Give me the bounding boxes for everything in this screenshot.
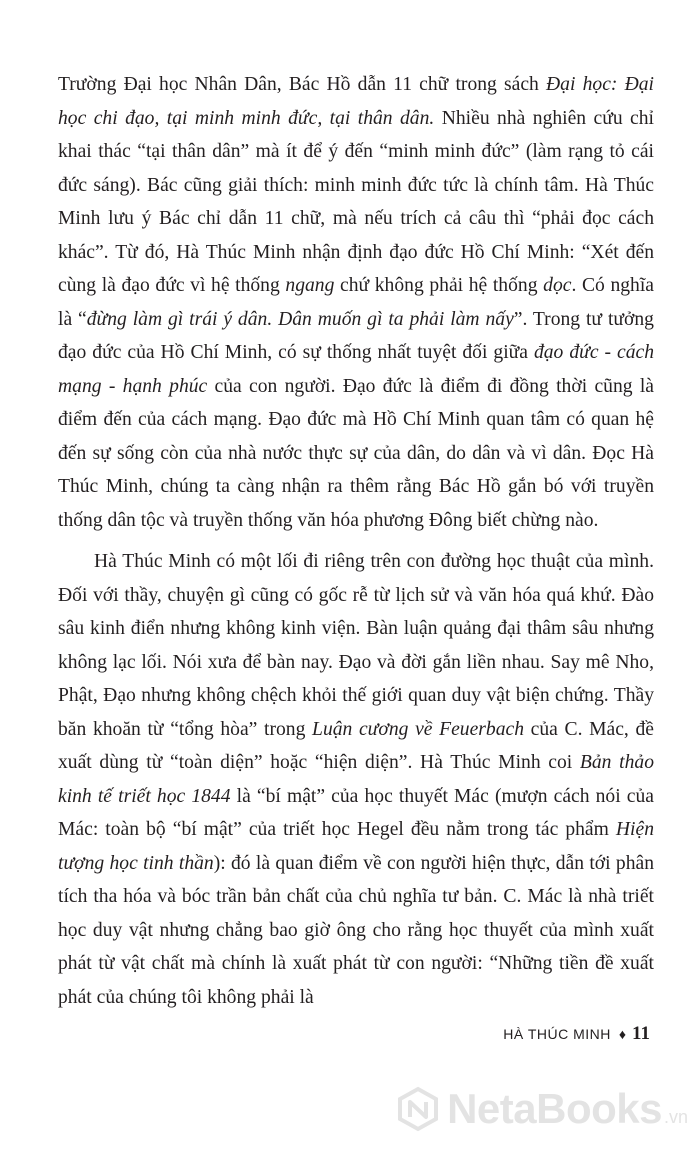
paragraph-1 — [58, 68, 654, 537]
p2-italic-2: Bản thảo kinh tế triết học 1844 — [58, 752, 654, 807]
p1-italic-1: Đại học: Đại học chi đạo, tại minh minh đức, tại thân dân. — [58, 74, 654, 129]
paragraph-spacer — [58, 537, 654, 545]
p2-italic-3: Hiện tượng học tinh thần — [58, 819, 654, 874]
p1-text-3: chứ không phải hệ thống — [334, 275, 544, 296]
p1-italic-4: đừng làm gì trái ý dân. Dân muốn gì ta phải làm nấy — [86, 308, 514, 330]
diamond-icon: ♦ — [618, 1026, 627, 1042]
paragraph-2 — [58, 545, 654, 1014]
page-body — [58, 68, 654, 1014]
watermark-tld: .vn — [663, 1107, 688, 1127]
p1-text-1: Trường Đại học Nhân Dân, Bác Hồ dẫn 11 chữ trong sách — [58, 74, 547, 95]
p2-text-3: là “bí mật” của học thuyết Mác (mượn cách nói của Mác: toàn bộ “bí mật” của triết học Hegel đều nằm trong tác phẩm — [58, 785, 654, 840]
p1-italic-3: dọc — [543, 275, 572, 296]
p1-italic-2: ngang — [285, 275, 335, 296]
p1-text-2: Nhiều nhà nghiên cứu chỉ khai thác “tại thân dân” mà ít để ý đến “minh minh đức” (làm rạng tỏ cái đức sáng). Bác cũng giải thích: minh minh đức tức là chính tâm. Hà Thúc Minh lưu ý Bác chỉ dẫn 11 chữ, mà nếu trích cả câu thì “phải đọc cách khác”. Từ đó, Hà Thúc Minh nhận định đạo đức Hồ Chí Minh: “Xét đến cùng là đạo đức vì hệ thống — [58, 107, 654, 296]
p1-text-6: của con người. Đạo đức là điểm đi đồng thời cũng là điểm đến của cách mạng. Đạo đức mà Hồ Chí Minh quan tâm có quan hệ đến sự sống còn của nhà nước thực sự của dân, do dân và vì dân. Đọc Hà Thúc Minh, chúng ta càng nhận ra thêm rằng Bác Hồ gắn bó với truyền thống dân tộc và truyền thống văn hóa phương Đông biết chừng nào. — [58, 375, 654, 531]
watermark-brand: NetaBooks — [447, 1085, 662, 1132]
p2-italic-1: Luận cương về Feuerbach — [312, 718, 524, 740]
p2-text-4: ): đó là quan điểm về con người hiện thực, dẫn tới phân tích tha hóa và bóc trần bản chất của chủ nghĩa tư bản. C. Mác là nhà triết học duy vật nhưng chẳng bao giờ ông cho rằng học thuyết của mình xuất phát từ vật chất mà chính là xuất phát từ con người: “Những tiền đề xuất phát của chúng tôi không phải là — [58, 852, 654, 1008]
page-footer — [503, 1023, 650, 1045]
p2-text-2: của C. Mác, đề xuất dùng từ “toàn diện” hoặc “hiện diện”. Hà Thúc Minh coi — [58, 718, 654, 773]
p1-text-4: . Có nghĩa là “ — [58, 275, 654, 330]
page-number: 11 — [632, 1023, 650, 1044]
watermark — [395, 1086, 688, 1132]
netabooks-logo-icon — [395, 1086, 441, 1132]
p1-text-5: ”. Trong tư tưởng đạo đức của Hồ Chí Minh, có sự thống nhất tuyệt đối giữa — [58, 308, 654, 363]
running-head: HÀ THÚC MINH — [503, 1026, 611, 1042]
p2-text-1: Hà Thúc Minh có một lối đi riêng trên con đường học thuật của mình. Đối với thầy, chuyện gì cũng có gốc rễ từ lịch sử và văn hóa quá khứ. Đào sâu kinh điển nhưng không kinh viện. Bàn luận quảng đại thâm sâu nhưng không lạc lối. Nói xưa để bàn nay. Đạo và đời gắn liền nhau. Say mê Nho, Phật, Đạo nhưng không chệch khỏi thế giới quan duy vật biện chứng. Thầy băn khoăn từ “tổng hòa” trong — [58, 551, 654, 740]
p1-italic-5: đạo đức - cách mạng - hạnh phúc — [58, 342, 655, 397]
